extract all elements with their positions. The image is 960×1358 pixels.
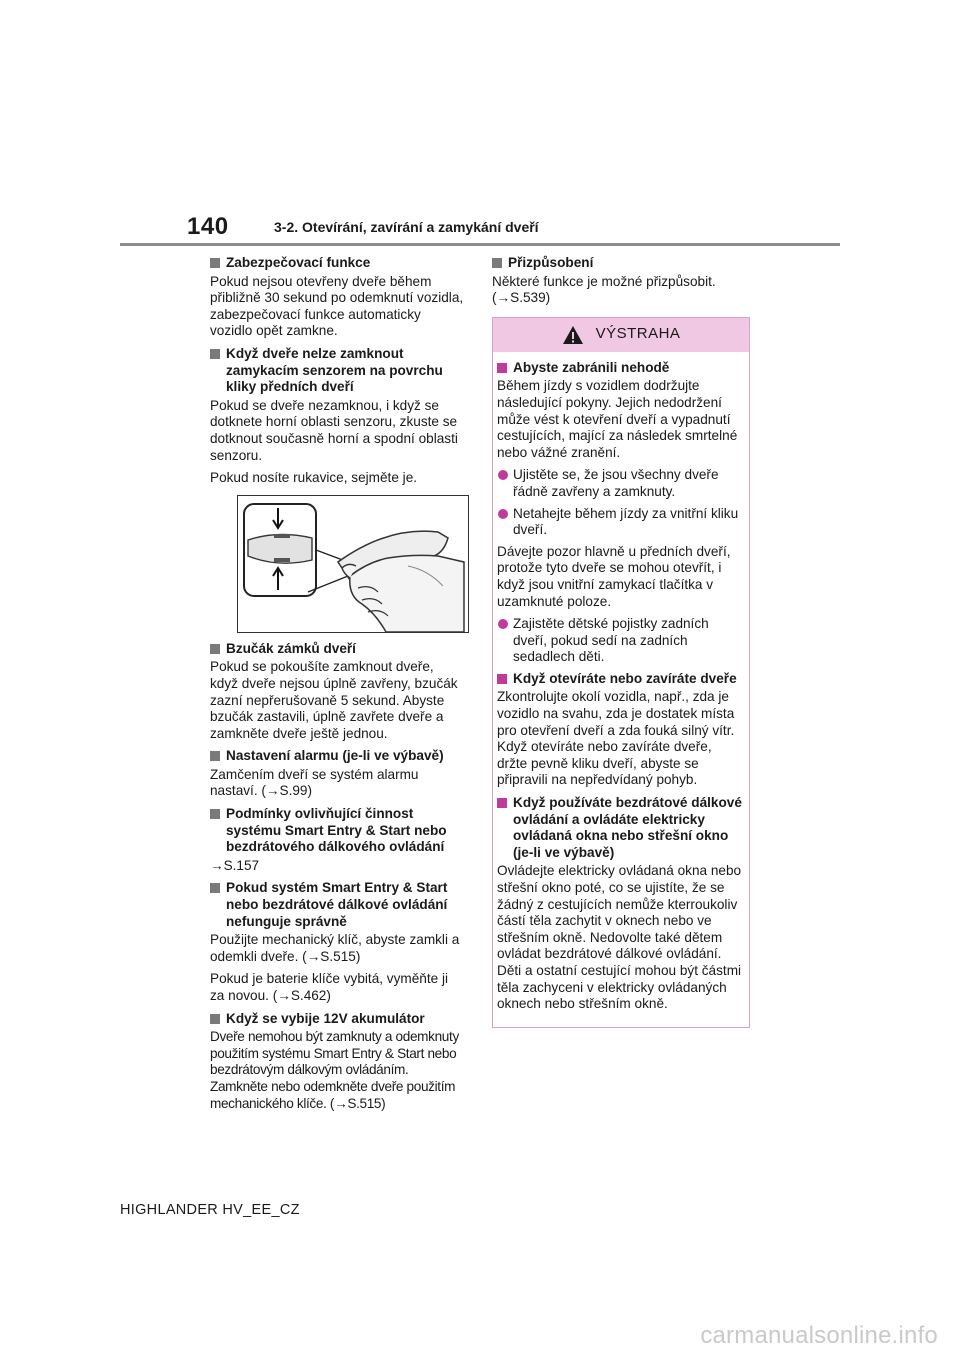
page-reference: →S.157: [210, 857, 260, 873]
square-bullet-icon: [210, 349, 220, 359]
list-item: [497, 467, 745, 500]
section-heading: [497, 795, 745, 861]
section-title: Nastavení alarmu (je-li ve výbavě): [226, 748, 444, 764]
paragraph: Některé funkce je možné přizpůsobit. (→S.539): [492, 273, 716, 306]
section-title: Když otevíráte nebo zavíráte dveře: [513, 670, 737, 686]
section-customization: [492, 255, 747, 307]
list-item: [497, 506, 745, 539]
list-item-text: Zajistěte dětské pojistky zadních dveří, pokud sedí na zadních sedadlech děti.: [513, 616, 709, 665]
warning-body: [493, 352, 749, 1027]
watermark: carmanualsonline.info: [700, 1322, 938, 1349]
section-heading: [210, 748, 465, 765]
header-divider: [120, 243, 840, 246]
section-lock-sensor: [210, 346, 465, 633]
square-bullet-icon: [497, 363, 507, 373]
square-bullet-icon: [210, 751, 220, 761]
section-title: Když dveře nelze zamknout zamykacím senzorem na povrchu kliky předních dveří: [226, 345, 443, 395]
section-heading: [497, 671, 745, 688]
square-bullet-icon: [210, 644, 220, 654]
circle-bullet-icon: [498, 470, 508, 480]
paragraph: Dveře nemohou být zamknuty a odemknuty použitím systému Smart Entry & Start nebo bezdrátovým dálkovým ovládáním. Zamkněte nebo odemkněte dveře použitím mechanického klíče. (→S.515): [210, 1029, 459, 1111]
section-title: Zabezpečovací funkce: [226, 255, 371, 270]
chapter-title: 3-2. Otevírání, zavírání a zamykání dveří: [274, 219, 539, 235]
section-alarm-setting: [210, 748, 465, 800]
paragraph: Pokud se dveře nezamknou, i když se dotknete horní oblasti senzoru, zkuste se dotknout současně horní a spodní oblasti senzoru.: [210, 397, 458, 463]
left-column: [210, 255, 465, 1118]
square-bullet-icon: [210, 883, 220, 893]
paragraph: Pokud se pokoušíte zamknout dveře, když dveře nejsou úplně zavřeny, bzučák zazní nepřerušovaně 5 sekund. Abyste bzučák zastavili, úplně zavřete dveře a zamkněte dveře ještě jednou.: [210, 659, 458, 741]
section-heading: [210, 255, 465, 272]
square-bullet-icon: [210, 258, 220, 268]
paragraph: Použijte mechanický klíč, abyste zamkli a odemkli dveře. (→S.515): [210, 932, 460, 964]
page-number: 140: [187, 213, 229, 240]
section-smart-entry-conditions: [210, 806, 465, 874]
section-title: Abyste zabránili nehodě: [513, 359, 670, 375]
circle-bullet-icon: [498, 509, 508, 519]
square-bullet-icon: [492, 258, 502, 268]
section-heading: [210, 806, 465, 856]
footer-model: HIGHLANDER HV_EE_CZ: [120, 1202, 300, 1218]
section-title: Přizpůsobení: [508, 255, 594, 270]
paragraph: Pokud je baterie klíče vybitá, vyměňte ji za novou. (→S.462): [210, 971, 449, 1003]
section-security-function: [210, 255, 465, 340]
door-handle-drawing: [238, 496, 468, 632]
section-title: Když používáte bezdrátové dálkové ovládání a ovládáte elektricky ovládaná okna nebo střešní okno (je-li ve výbavě): [513, 795, 742, 860]
circle-bullet-icon: [498, 619, 508, 629]
section-title: Podmínky ovlivňující činnost systému Smart Entry & Start nebo bezdrátového dálkového ovládání: [226, 806, 447, 855]
paragraph: Během jízdy s vozidlem dodržujte následující pokyny. Jejich nedodržení může vést k otevření dveří a vypadnutí cestujících, mající za následek smrtelné nebo vážné zranění.: [497, 378, 738, 460]
section-door-lock-buzzer: [210, 641, 465, 743]
list-item-text: Netahejte během jízdy za vnitřní kliku dveří.: [513, 505, 739, 538]
section-heading: [210, 346, 465, 396]
section-heading: [210, 880, 465, 930]
square-bullet-icon: [210, 1014, 220, 1024]
paragraph: Ovládejte elektricky ovládaná okna nebo střešní okno poté, co se ujistíte, že se žádný z cestujících nemůže kterroukoliv částí těla zachytit v oknech nebo ve střešním okně. Nedovolte také dětem ovládat bezdrátové dálkové ovládání. Děti a ostatní cestující mohou být částmi těla zachyceni v elektricky ovládaných oknech nebo střešním okně.: [497, 863, 742, 1012]
paragraph: Zamčením dveří se systém alarmu nastaví. (→S.99): [210, 766, 419, 799]
section-title: Pokud systém Smart Entry & Start nebo bezdrátové dálkové ovládání nefunguje správně: [226, 880, 448, 929]
square-bullet-icon: [497, 674, 507, 684]
paragraph: Pokud nejsou otevřeny dveře během přibližně 30 sekund po odemknutí vozidla, zabezpečovací funkce automaticky vozidlo opět zamkne.: [210, 273, 464, 339]
section-12v-battery: [210, 1011, 465, 1113]
paragraph: Zkontrolujte okolí vozidla, např., zda je vozidlo na svahu, zda je dostatek místa pro otevření dveří a zda fouká silný vítr. Když otevíráte nebo zavíráte dveře, držte pevně kliku dveří, abyste se připravili na nepředvídaný pohyb.: [497, 689, 735, 788]
warning-header: [493, 318, 749, 352]
right-column: [492, 255, 747, 1028]
list-item-text: Ujistěte se, že jsou všechny dveře řádně zavřeny a zamknuty.: [513, 467, 719, 499]
section-heading: [497, 360, 745, 377]
section-smart-entry-malfunction: [210, 880, 465, 1004]
square-bullet-icon: [210, 809, 220, 819]
square-bullet-icon: [497, 798, 507, 808]
section-heading: [210, 641, 465, 658]
warning-triangle-icon: [562, 325, 584, 345]
warning-heading: VÝSTRAHA: [595, 325, 681, 343]
section-heading: [492, 255, 747, 272]
paragraph: Dávejte pozor hlavně u předních dveří, protože tyto dveře se mohou otevřít, i když jsou vnitřní zamykací tlačítka v uzamknuté poloze.: [497, 543, 731, 609]
door-handle-sensor-illustration: [237, 495, 469, 633]
warning-box: [492, 317, 750, 1028]
paragraph: Pokud nosíte rukavice, sejměte je.: [210, 470, 418, 486]
section-title: Když se vybije 12V akumulátor: [226, 1010, 425, 1026]
section-heading: [210, 1011, 465, 1028]
section-title: Bzučák zámků dveří: [226, 640, 356, 656]
list-item: [497, 616, 745, 666]
